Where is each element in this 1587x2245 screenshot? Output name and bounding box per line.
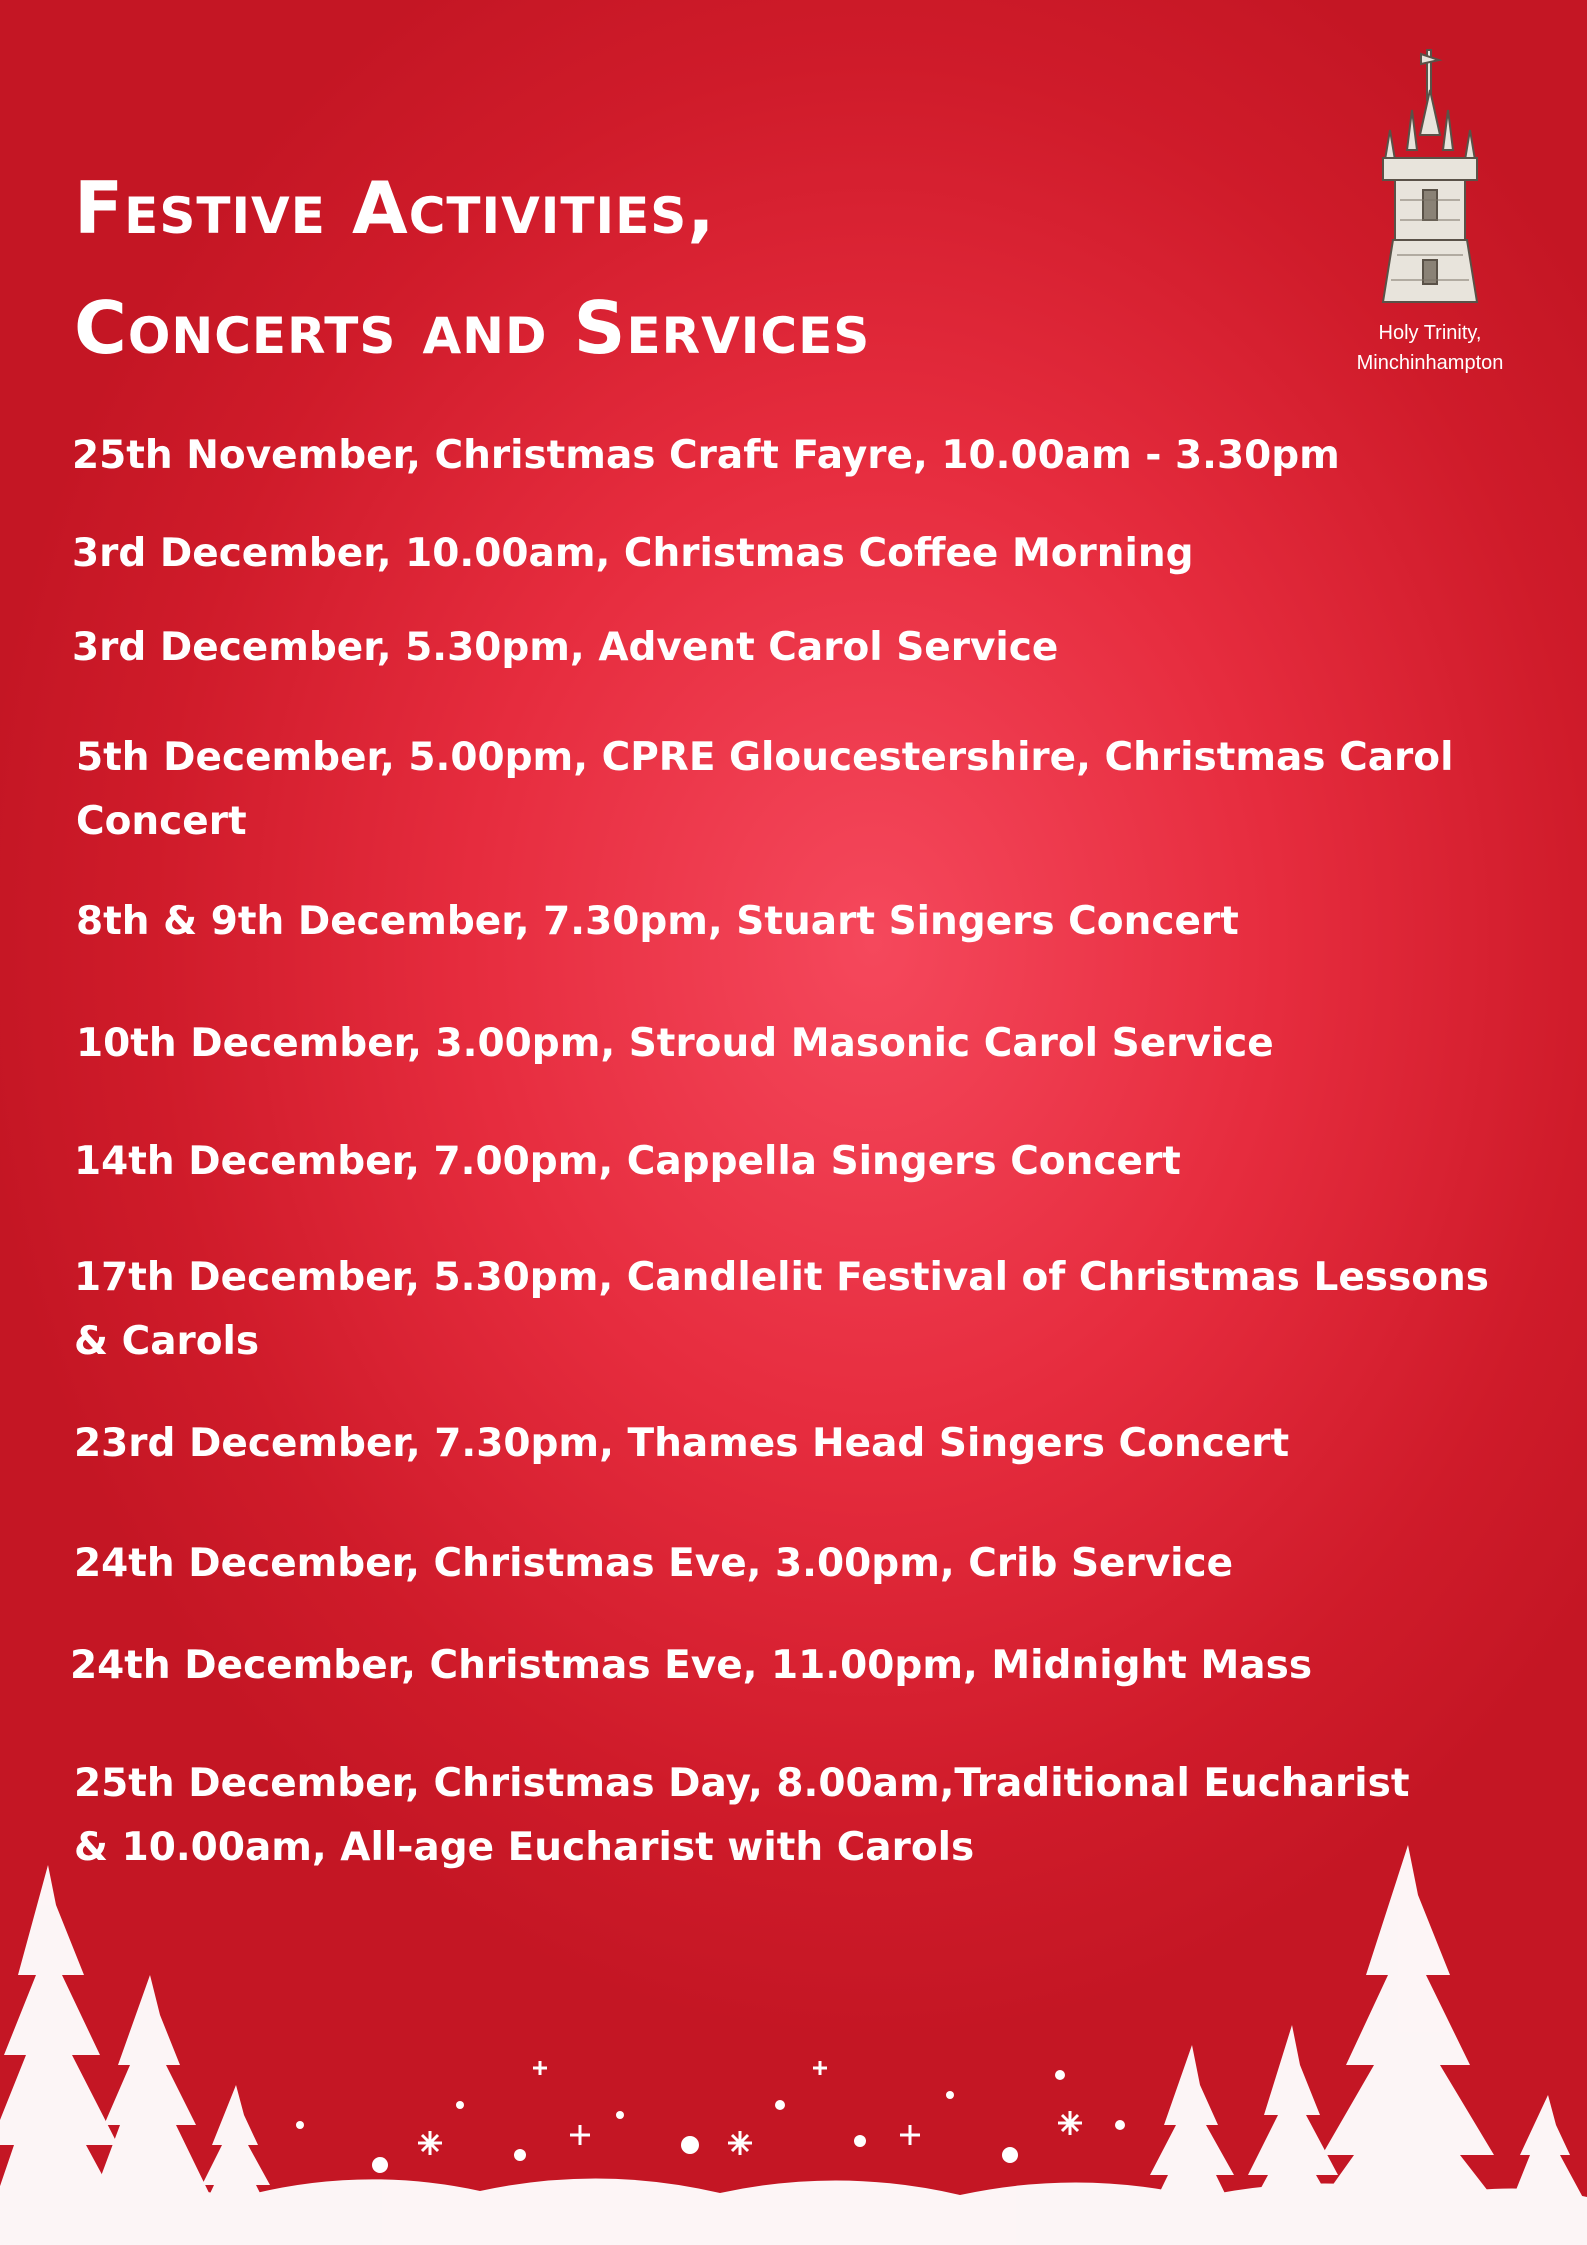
logo-caption	[1330, 318, 1530, 378]
church-tower-icon	[1365, 40, 1495, 310]
church-logo	[1330, 40, 1530, 378]
title-line-2: Concerts and Services	[74, 286, 871, 370]
christmas-trees-snowflakes-icon	[0, 1825, 1587, 2245]
event-item: 25th December, Christmas Day, 8.00am,Traditional Eucharist & 10.00am, All-age Eucharist with Carols	[74, 1761, 1410, 1870]
event-item: 3rd December, 10.00am, Christmas Coffee Morning	[72, 531, 1194, 576]
event-item: 3rd December, 5.30pm, Advent Carol Service	[72, 625, 1059, 670]
event-item: 24th December, Christmas Eve, 11.00pm, Midnight Mass	[70, 1643, 1313, 1688]
event-item: 17th December, 5.30pm, Candlelit Festival of Christmas Lessons & Carols	[74, 1255, 1489, 1364]
logo-caption-line-2: Minchinhampton	[1356, 352, 1504, 374]
event-item: 24th December, Christmas Eve, 3.00pm, Crib Service	[74, 1541, 1234, 1586]
event-item: 5th December, 5.00pm, CPRE Gloucestershire, Christmas Carol Concert	[76, 735, 1454, 844]
title-line-1: Festive Activities,	[74, 166, 716, 250]
event-item: 8th & 9th December, 7.30pm, Stuart Singers Concert	[76, 899, 1239, 944]
event-item: 10th December, 3.00pm, Stroud Masonic Carol Service	[76, 1021, 1274, 1066]
event-item: 25th November, Christmas Craft Fayre, 10.00am - 3.30pm	[72, 433, 1340, 478]
logo-caption-line-1: Holy Trinity,	[1378, 322, 1482, 344]
event-item: 23rd December, 7.30pm, Thames Head Singers Concert	[74, 1421, 1290, 1466]
page-title	[74, 148, 870, 388]
event-item: 14th December, 7.00pm, Cappella Singers Concert	[74, 1139, 1181, 1184]
